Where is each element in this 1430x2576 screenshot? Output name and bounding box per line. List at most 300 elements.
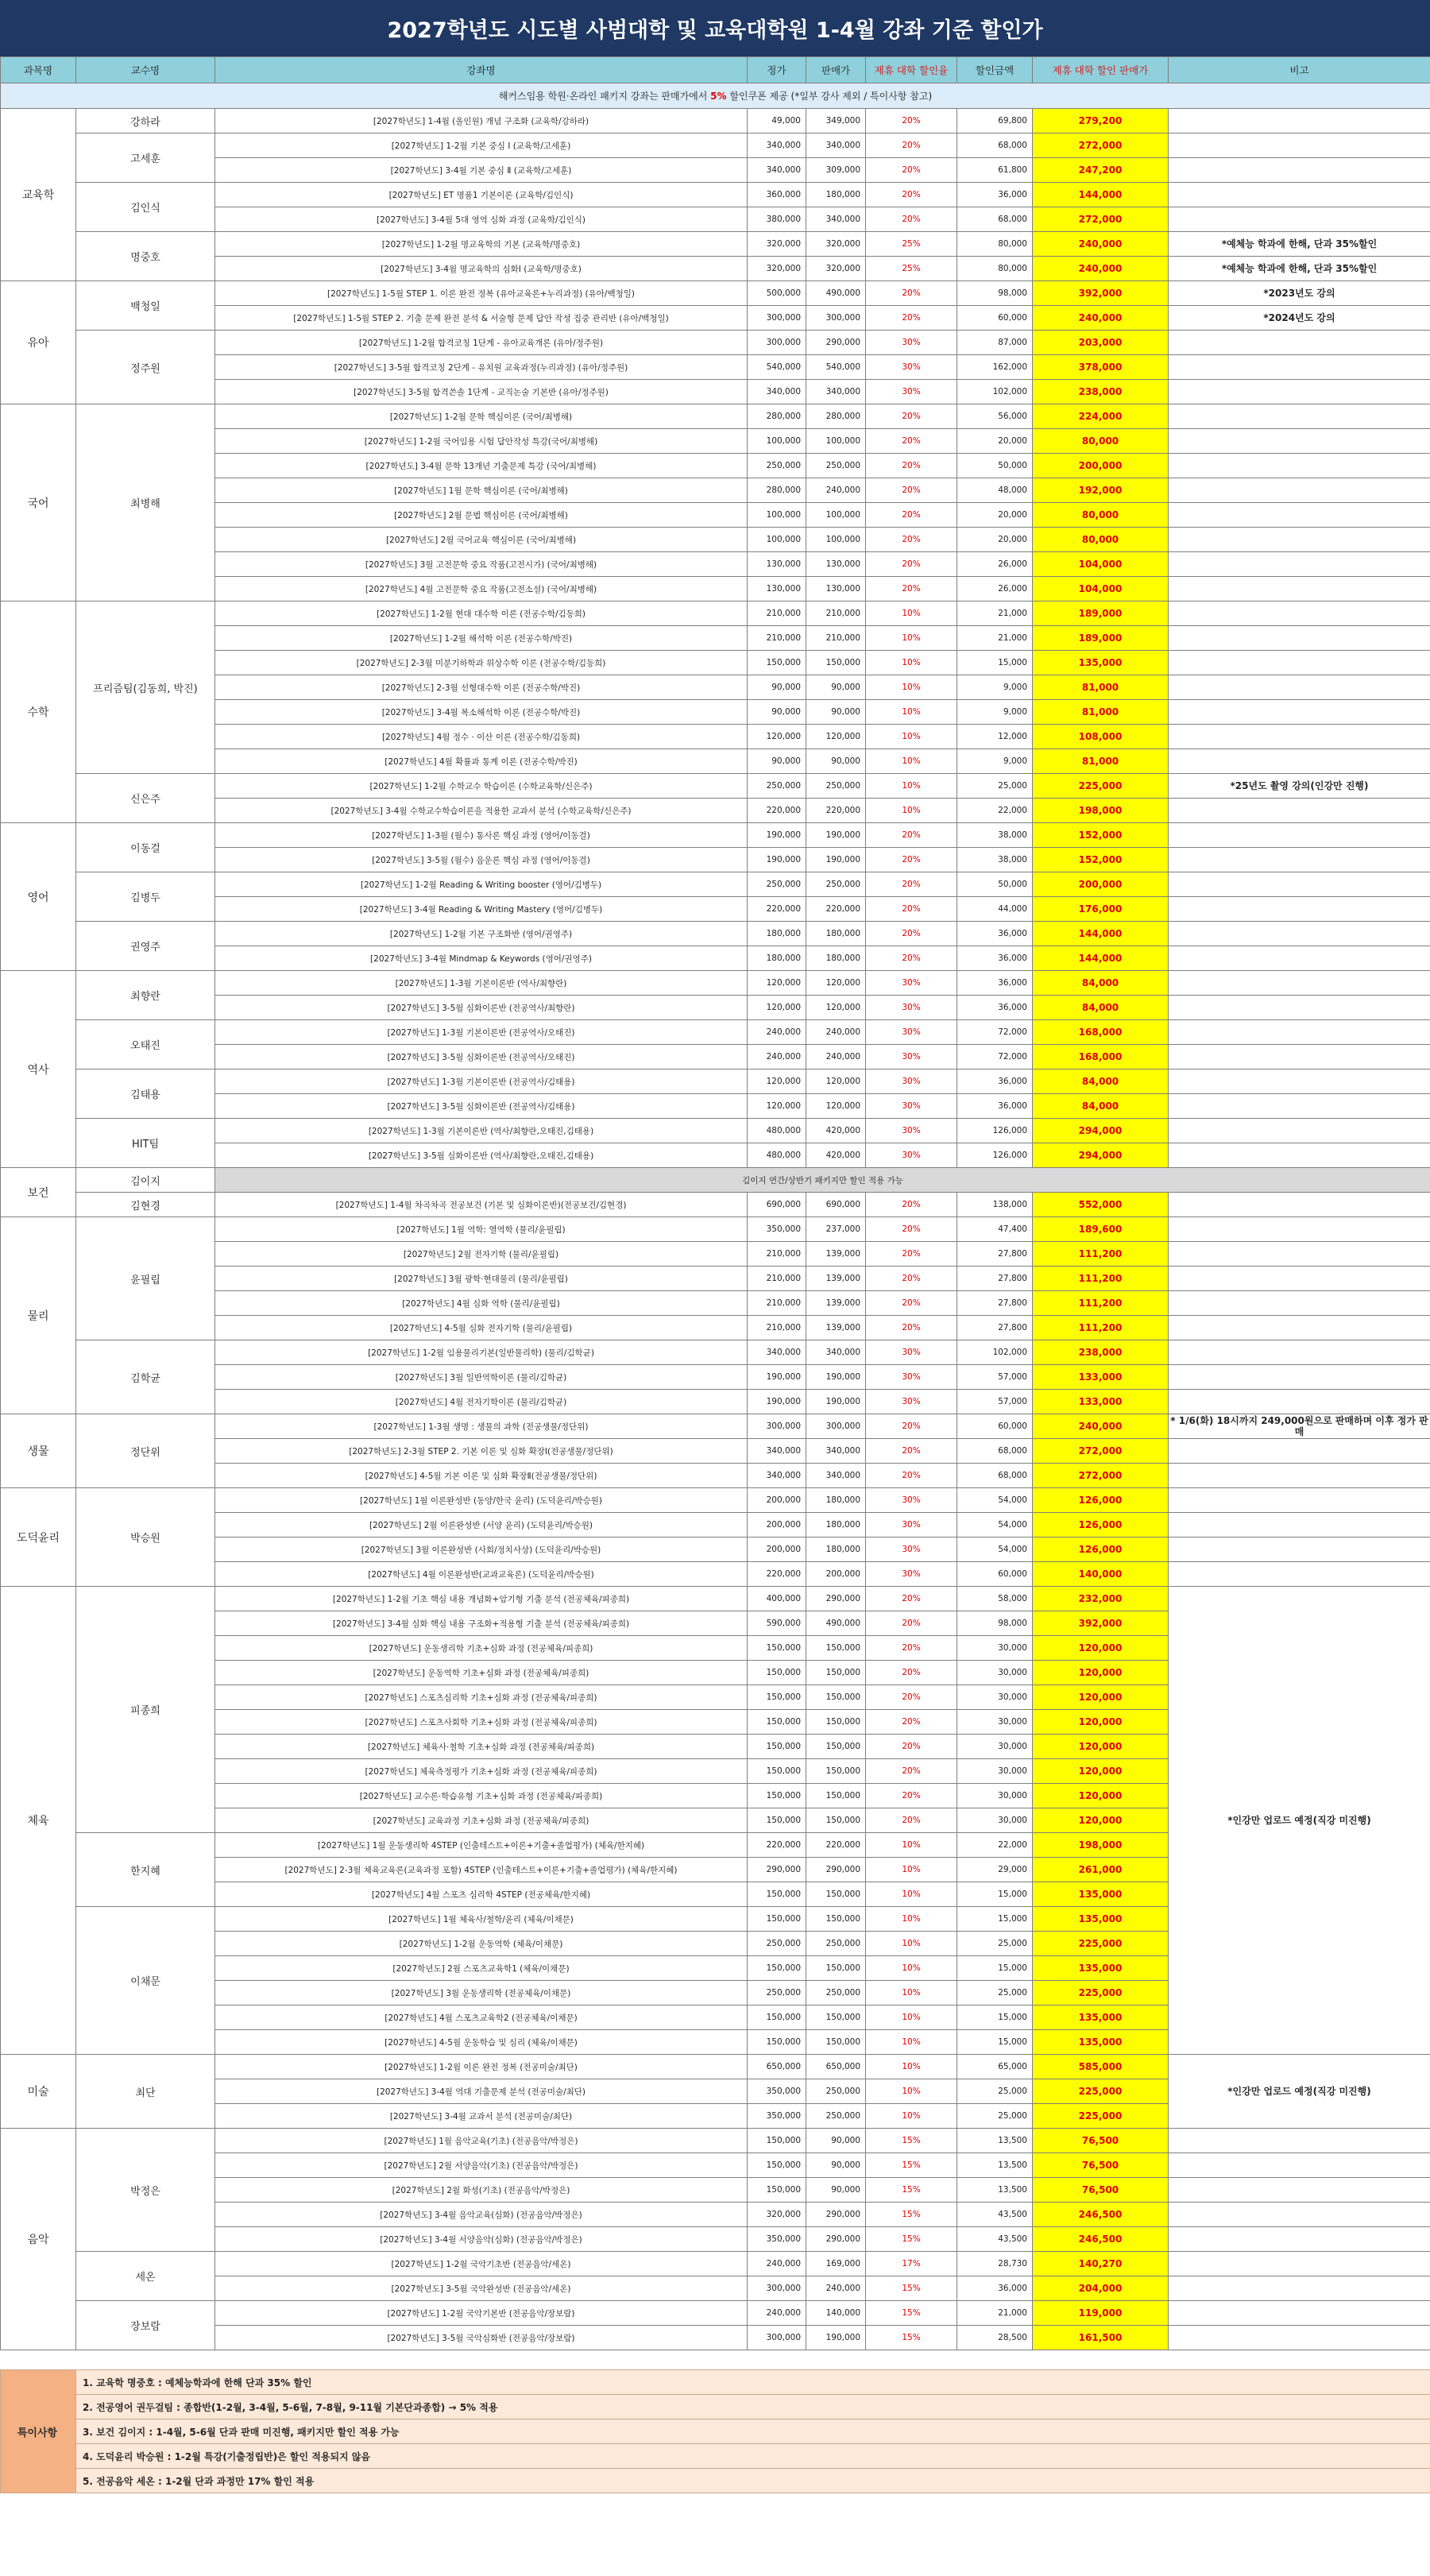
discount-rate: 15% bbox=[866, 2227, 957, 2252]
note-cell bbox=[1169, 1045, 1430, 1069]
table-row bbox=[1, 2276, 1430, 2301]
discount-amount: 15,000 bbox=[957, 2005, 1033, 2030]
sale-price: 250,000 bbox=[806, 2079, 866, 2104]
final-price: 84,000 bbox=[1033, 996, 1169, 1020]
discount-rate: 20% bbox=[866, 503, 957, 528]
course-name: [2027학년도] 3-4월 Mindmap & Keywords (영어/권영주) bbox=[215, 946, 748, 971]
note-cell: *2023년도 강의 bbox=[1169, 281, 1430, 306]
final-price: 200,000 bbox=[1033, 872, 1169, 897]
sale-price: 150,000 bbox=[806, 1735, 866, 1759]
final-price: 198,000 bbox=[1033, 1833, 1169, 1858]
discount-amount: 25,000 bbox=[957, 1981, 1033, 2005]
professor-cell: 이동걸 bbox=[76, 823, 215, 872]
course-name: [2027학년도] 체육측정평가 기초+심화 과정 (전공체육/피종희) bbox=[215, 1759, 748, 1784]
discount-amount: 54,000 bbox=[957, 1488, 1033, 1513]
discount-rate: 20% bbox=[866, 946, 957, 971]
note-cell bbox=[1169, 503, 1430, 528]
table-row bbox=[1, 725, 1430, 749]
list-price: 120,000 bbox=[748, 1069, 806, 1094]
table-row bbox=[1, 1020, 1430, 1045]
course-name: [2027학년도] 1-2월 명교육학의 기본 (교육학/명중호) bbox=[215, 232, 748, 257]
sale-price: 150,000 bbox=[806, 1808, 866, 1833]
course-name: [2027학년도] 3월 광학·현대물리 (물리/윤필립) bbox=[215, 1267, 748, 1291]
final-price: 111,200 bbox=[1033, 1267, 1169, 1291]
professor-cell: 프리즘팀(김동희, 박진) bbox=[76, 601, 215, 774]
note-cell bbox=[1169, 1390, 1430, 1414]
course-name: [2027학년도] 1-2월 기본 중심 Ⅰ (교육학/고세훈) bbox=[215, 133, 748, 158]
sale-price: 290,000 bbox=[806, 1587, 866, 1611]
note-cell bbox=[1169, 355, 1430, 380]
professor-cell: 윤필립 bbox=[76, 1217, 215, 1340]
course-name: [2027학년도] 3-4월 Reading & Writing Mastery (영어/김병두) bbox=[215, 897, 748, 922]
note-cell bbox=[1169, 700, 1430, 725]
course-name: [2027학년도] 1월 음악교육(기초) (전공음악/박정은) bbox=[215, 2129, 748, 2153]
note-cell bbox=[1169, 922, 1430, 946]
list-price: 100,000 bbox=[748, 528, 806, 552]
final-price: 272,000 bbox=[1033, 1439, 1169, 1464]
discount-amount: 60,000 bbox=[957, 1414, 1033, 1439]
final-price: 135,000 bbox=[1033, 1882, 1169, 1907]
table-body bbox=[1, 109, 1430, 2350]
note-cell bbox=[1169, 848, 1430, 872]
discount-rate: 10% bbox=[866, 749, 957, 774]
list-price: 220,000 bbox=[748, 1562, 806, 1587]
course-name: [2027학년도] 2-3월 미분기하학과 위상수학 이론 (전공수학/김동희) bbox=[215, 651, 748, 675]
list-price: 210,000 bbox=[748, 1267, 806, 1291]
discount-amount: 22,000 bbox=[957, 1833, 1033, 1858]
table-row bbox=[1, 872, 1430, 897]
course-name: [2027학년도] 3-4월 심화 핵심 내용 구조화+적용형 기출 분석 (전공체육/피종희) bbox=[215, 1611, 748, 1636]
discount-amount: 58,000 bbox=[957, 1587, 1033, 1611]
sale-price: 290,000 bbox=[806, 331, 866, 355]
list-price: 150,000 bbox=[748, 2178, 806, 2203]
discount-rate: 20% bbox=[866, 872, 957, 897]
course-name: [2027학년도] 1-4월 차곡차곡 전공보건 (기본 및 심화이론반)(전공보건/김현경) bbox=[215, 1193, 748, 1217]
list-price: 240,000 bbox=[748, 1045, 806, 1069]
sale-price: 290,000 bbox=[806, 2227, 866, 2252]
table-row bbox=[1, 651, 1430, 675]
course-name: [2027학년도] 3-5월 심화이론반 (전공역사/오태진) bbox=[215, 1045, 748, 1069]
sale-price: 300,000 bbox=[806, 1414, 866, 1439]
final-price: 246,500 bbox=[1033, 2203, 1169, 2227]
discount-amount: 30,000 bbox=[957, 1636, 1033, 1661]
discount-amount: 47,400 bbox=[957, 1217, 1033, 1242]
subject-cell: 도덕윤리 bbox=[1, 1488, 76, 1587]
course-name: [2027학년도] 2월 서양음악(기초) (전공음악/박정은) bbox=[215, 2153, 748, 2178]
discount-amount: 60,000 bbox=[957, 1562, 1033, 1587]
list-price: 100,000 bbox=[748, 429, 806, 454]
course-name: [2027학년도] 3-5월 국악완성반 (전공음악/세온) bbox=[215, 2276, 748, 2301]
note-cell: *인강만 업로드 예정(직강 미진행) bbox=[1169, 2055, 1430, 2129]
header-note: 비고 bbox=[1169, 57, 1430, 83]
list-price: 350,000 bbox=[748, 2079, 806, 2104]
course-name: [2027학년도] 스포츠사회학 기초+심화 과정 (전공체육/피종희) bbox=[215, 1710, 748, 1735]
course-name: [2027학년도] 교수론·학습유형 기초+심화 과정 (전공체육/피종희) bbox=[215, 1784, 748, 1808]
course-name: [2027학년도] 1-2월 국어임용 시험 답안작성 특강(국어/최병해) bbox=[215, 429, 748, 454]
note-cell bbox=[1169, 946, 1430, 971]
sale-price: 150,000 bbox=[806, 2005, 866, 2030]
sale-price: 240,000 bbox=[806, 2276, 866, 2301]
sale-price: 220,000 bbox=[806, 799, 866, 823]
sale-price: 180,000 bbox=[806, 1513, 866, 1537]
course-name: [2027학년도] 체육사·철학 기초+심화 과정 (전공체육/피종희) bbox=[215, 1735, 748, 1759]
note-cell bbox=[1169, 2178, 1430, 2203]
discount-amount: 36,000 bbox=[957, 183, 1033, 207]
professor-cell: 최병해 bbox=[76, 404, 215, 601]
final-price: 120,000 bbox=[1033, 1636, 1169, 1661]
discount-rate: 10% bbox=[866, 2005, 957, 2030]
course-name: [2027학년도] 2월 이론완성반 (서양 윤리) (도덕윤리/박승원) bbox=[215, 1513, 748, 1537]
table-row bbox=[1, 331, 1430, 355]
table-row bbox=[1, 2252, 1430, 2276]
course-name: [2027학년도] 3-5월 심화이론반 (전공역사/최향란) bbox=[215, 996, 748, 1020]
table-row bbox=[1, 1390, 1430, 1414]
banner-prefix: 해커스임용 학원·온라인 패키지 강좌는 판매가에서 bbox=[498, 91, 711, 102]
sale-price: 250,000 bbox=[806, 872, 866, 897]
final-price: 126,000 bbox=[1033, 1513, 1169, 1537]
discount-rate: 30% bbox=[866, 1020, 957, 1045]
discount-amount: 36,000 bbox=[957, 996, 1033, 1020]
table-row bbox=[1, 281, 1430, 306]
final-price: 126,000 bbox=[1033, 1488, 1169, 1513]
table-row bbox=[1, 1291, 1430, 1316]
note-cell bbox=[1169, 1439, 1430, 1464]
table-row bbox=[1, 1414, 1430, 1439]
note-cell bbox=[1169, 158, 1430, 183]
discount-amount: 69,800 bbox=[957, 109, 1033, 133]
final-price: 111,200 bbox=[1033, 1316, 1169, 1340]
final-price: 135,000 bbox=[1033, 2030, 1169, 2055]
discount-amount: 30,000 bbox=[957, 1735, 1033, 1759]
course-name: [2027학년도] ET 명품1 기본이론 (교육학/김인식) bbox=[215, 183, 748, 207]
course-name: [2027학년도] 3-4월 음악교육(심화) (전공음악/박정은) bbox=[215, 2203, 748, 2227]
discount-amount: 126,000 bbox=[957, 1119, 1033, 1143]
table-row bbox=[1, 1119, 1430, 1143]
discount-rate: 20% bbox=[866, 207, 957, 232]
sale-price: 120,000 bbox=[806, 725, 866, 749]
note-cell bbox=[1169, 651, 1430, 675]
discount-rate: 20% bbox=[866, 1464, 957, 1488]
sale-price: 150,000 bbox=[806, 1882, 866, 1907]
sale-price: 690,000 bbox=[806, 1193, 866, 1217]
list-price: 190,000 bbox=[748, 848, 806, 872]
professor-cell: 한지혜 bbox=[76, 1833, 215, 1907]
course-name: [2027학년도] 1월 체육사/철학/윤리 (체육/이채문) bbox=[215, 1907, 748, 1932]
course-name: [2027학년도] 운동역학 기초+심화 과정 (전공체육/피종희) bbox=[215, 1661, 748, 1685]
course-name: [2027학년도] 스포츠심리학 기초+심화 과정 (전공체육/피종희) bbox=[215, 1685, 748, 1710]
final-price: 161,500 bbox=[1033, 2326, 1169, 2350]
final-price: 272,000 bbox=[1033, 207, 1169, 232]
discount-rate: 20% bbox=[866, 823, 957, 848]
sale-price: 120,000 bbox=[806, 996, 866, 1020]
discount-amount: 54,000 bbox=[957, 1513, 1033, 1537]
note-cell bbox=[1169, 971, 1430, 996]
professor-cell: 김이지 bbox=[76, 1168, 215, 1193]
discount-amount: 162,000 bbox=[957, 355, 1033, 380]
table-row bbox=[1, 207, 1430, 232]
note-cell bbox=[1169, 528, 1430, 552]
discount-amount: 98,000 bbox=[957, 281, 1033, 306]
note-cell bbox=[1169, 601, 1430, 626]
sale-price: 210,000 bbox=[806, 626, 866, 651]
discount-amount: 27,800 bbox=[957, 1291, 1033, 1316]
final-price: 189,000 bbox=[1033, 601, 1169, 626]
discount-rate: 20% bbox=[866, 1316, 957, 1340]
final-price: 240,000 bbox=[1033, 232, 1169, 257]
discount-rate: 10% bbox=[866, 1932, 957, 1956]
final-price: 247,200 bbox=[1033, 158, 1169, 183]
discount-amount: 15,000 bbox=[957, 1956, 1033, 1981]
sale-price: 190,000 bbox=[806, 848, 866, 872]
note-cell: *25년도 촬영 강의(인강만 진행) bbox=[1169, 774, 1430, 799]
note-cell bbox=[1169, 2203, 1430, 2227]
list-price: 150,000 bbox=[748, 1808, 806, 1833]
subject-cell: 유아 bbox=[1, 281, 76, 404]
list-price: 300,000 bbox=[748, 2326, 806, 2350]
discount-amount: 29,000 bbox=[957, 1858, 1033, 1882]
sale-price: 250,000 bbox=[806, 454, 866, 478]
header-professor: 교수명 bbox=[76, 57, 215, 83]
table-row bbox=[1, 1464, 1430, 1488]
note-cell bbox=[1169, 872, 1430, 897]
table-row bbox=[1, 1365, 1430, 1390]
discount-rate: 20% bbox=[866, 281, 957, 306]
sale-price: 150,000 bbox=[806, 651, 866, 675]
course-name: [2027학년도] 3-5월 (월수) 음운론 핵심 과정 (영어/이동걸) bbox=[215, 848, 748, 872]
final-price: 144,000 bbox=[1033, 946, 1169, 971]
final-price: 189,600 bbox=[1033, 1217, 1169, 1242]
list-price: 650,000 bbox=[748, 2055, 806, 2079]
table-row bbox=[1, 1439, 1430, 1464]
final-price: 144,000 bbox=[1033, 922, 1169, 946]
course-name: [2027학년도] 1-4월 (올인원) 개념 구조화 (교육학/강하라) bbox=[215, 109, 748, 133]
professor-cell: 김병두 bbox=[76, 872, 215, 922]
note-item: 4. 도덕윤리 박승원 : 1-2월 특강(기출정립반)은 할인 적용되지 않음 bbox=[76, 2444, 1430, 2469]
subject-cell: 영어 bbox=[1, 823, 76, 971]
final-price: 240,000 bbox=[1033, 257, 1169, 281]
course-name: [2027학년도] 4월 스포츠교육학2 (전공체육/이채문) bbox=[215, 2005, 748, 2030]
sale-price: 340,000 bbox=[806, 1340, 866, 1365]
header-list-price: 정가 bbox=[748, 57, 806, 83]
header-discount-rate: 제휴 대학 할인율 bbox=[866, 57, 957, 83]
table-row bbox=[1, 2178, 1430, 2203]
discount-rate: 30% bbox=[866, 996, 957, 1020]
list-price: 150,000 bbox=[748, 1685, 806, 1710]
table-row bbox=[1, 1242, 1430, 1267]
note-cell bbox=[1169, 2153, 1430, 2178]
list-price: 350,000 bbox=[748, 2104, 806, 2129]
course-name: [2027학년도] 4-5월 운동학습 및 심리 (체육/이채문) bbox=[215, 2030, 748, 2055]
graybar-row bbox=[1, 1168, 1430, 1193]
course-name: [2027학년도] 1-3월 (월수) 통사론 핵심 과정 (영어/이동걸) bbox=[215, 823, 748, 848]
professor-cell: 오태진 bbox=[76, 1020, 215, 1069]
course-name: [2027학년도] 2월 국어교육 핵심이론 (국어/최병해) bbox=[215, 528, 748, 552]
note-cell bbox=[1169, 749, 1430, 774]
discount-amount: 98,000 bbox=[957, 1611, 1033, 1636]
discount-rate: 10% bbox=[866, 2079, 957, 2104]
note-cell bbox=[1169, 1193, 1430, 1217]
professor-cell: 이채문 bbox=[76, 1907, 215, 2055]
list-price: 590,000 bbox=[748, 1611, 806, 1636]
list-price: 300,000 bbox=[748, 331, 806, 355]
note-cell bbox=[1169, 454, 1430, 478]
note-cell bbox=[1169, 725, 1430, 749]
discount-rate: 20% bbox=[866, 897, 957, 922]
subject-cell: 교육학 bbox=[1, 109, 76, 281]
table-row bbox=[1, 133, 1430, 158]
discount-amount: 9,000 bbox=[957, 675, 1033, 700]
course-name: [2027학년도] 1-2월 문학 핵심이론 (국어/최병해) bbox=[215, 404, 748, 429]
sale-price: 200,000 bbox=[806, 1562, 866, 1587]
subject-cell: 국어 bbox=[1, 404, 76, 601]
note-cell bbox=[1169, 2326, 1430, 2350]
final-price: 224,000 bbox=[1033, 404, 1169, 429]
list-price: 360,000 bbox=[748, 183, 806, 207]
sale-price: 490,000 bbox=[806, 1611, 866, 1636]
discount-amount: 36,000 bbox=[957, 1069, 1033, 1094]
course-name: [2027학년도] 1월 이론완성반 (동양/한국 윤리) (도덕윤리/박승원) bbox=[215, 1488, 748, 1513]
discount-rate: 10% bbox=[866, 626, 957, 651]
final-price: 84,000 bbox=[1033, 971, 1169, 996]
note-cell bbox=[1169, 133, 1430, 158]
header-discount-amount: 할인금액 bbox=[957, 57, 1033, 83]
table-row bbox=[1, 1587, 1430, 1611]
discount-amount: 28,730 bbox=[957, 2252, 1033, 2276]
course-name: [2027학년도] 3-4월 서양음악(심화) (전공음악/박정은) bbox=[215, 2227, 748, 2252]
list-price: 290,000 bbox=[748, 1858, 806, 1882]
final-price: 81,000 bbox=[1033, 700, 1169, 725]
discount-amount: 12,000 bbox=[957, 725, 1033, 749]
sale-price: 90,000 bbox=[806, 675, 866, 700]
list-price: 250,000 bbox=[748, 774, 806, 799]
course-name: [2027학년도] 1-2월 기본 구조화반 (영어/권영주) bbox=[215, 922, 748, 946]
final-price: 104,000 bbox=[1033, 577, 1169, 601]
discount-amount: 50,000 bbox=[957, 454, 1033, 478]
list-price: 400,000 bbox=[748, 1587, 806, 1611]
note-cell bbox=[1169, 626, 1430, 651]
list-price: 320,000 bbox=[748, 257, 806, 281]
discount-amount: 9,000 bbox=[957, 749, 1033, 774]
discount-rate: 20% bbox=[866, 848, 957, 872]
list-price: 150,000 bbox=[748, 1907, 806, 1932]
table-row bbox=[1, 1340, 1430, 1365]
final-price: 225,000 bbox=[1033, 1932, 1169, 1956]
discount-rate: 20% bbox=[866, 478, 957, 503]
final-price: 204,000 bbox=[1033, 2276, 1169, 2301]
list-price: 150,000 bbox=[748, 1784, 806, 1808]
discount-amount: 27,800 bbox=[957, 1316, 1033, 1340]
list-price: 380,000 bbox=[748, 207, 806, 232]
course-name: [2027학년도] 1월 역학: 열역학 (물리/윤필립) bbox=[215, 1217, 748, 1242]
course-name: [2027학년도] 3-4월 역대 기출문제 분석 (전공미술/최단) bbox=[215, 2079, 748, 2104]
list-price: 120,000 bbox=[748, 725, 806, 749]
discount-rate: 25% bbox=[866, 232, 957, 257]
sale-price: 250,000 bbox=[806, 1981, 866, 2005]
final-price: 84,000 bbox=[1033, 1069, 1169, 1094]
note-cell: *2024년도 강의 bbox=[1169, 306, 1430, 331]
table-row bbox=[1, 404, 1430, 429]
subject-cell: 물리 bbox=[1, 1217, 76, 1414]
note-cell bbox=[1169, 996, 1430, 1020]
professor-cell: 장보람 bbox=[76, 2301, 215, 2350]
list-price: 150,000 bbox=[748, 2005, 806, 2030]
list-price: 150,000 bbox=[748, 2153, 806, 2178]
sale-price: 140,000 bbox=[806, 2301, 866, 2326]
discount-rate: 20% bbox=[866, 1636, 957, 1661]
discount-amount: 30,000 bbox=[957, 1759, 1033, 1784]
table-row bbox=[1, 799, 1430, 823]
note-cell bbox=[1169, 1291, 1430, 1316]
professor-cell: 김태용 bbox=[76, 1069, 215, 1119]
table-row bbox=[1, 823, 1430, 848]
final-price: 80,000 bbox=[1033, 429, 1169, 454]
coupon-banner-text bbox=[1, 83, 1430, 109]
sale-price: 250,000 bbox=[806, 2104, 866, 2129]
table-row bbox=[1, 2203, 1430, 2227]
discount-amount: 102,000 bbox=[957, 1340, 1033, 1365]
table-row bbox=[1, 1069, 1430, 1094]
final-price: 119,000 bbox=[1033, 2301, 1169, 2326]
final-price: 135,000 bbox=[1033, 1907, 1169, 1932]
sale-price: 130,000 bbox=[806, 577, 866, 601]
sale-price: 320,000 bbox=[806, 257, 866, 281]
table-row bbox=[1, 528, 1430, 552]
table-row bbox=[1, 257, 1430, 281]
note-cell bbox=[1169, 1242, 1430, 1267]
discount-amount: 21,000 bbox=[957, 626, 1033, 651]
course-name: [2027학년도] 3-4월 명교육학의 심화Ⅰ (교육학/명중호) bbox=[215, 257, 748, 281]
course-name: [2027학년도] 3-4월 문학 13개년 기출문제 특강 (국어/최병해) bbox=[215, 454, 748, 478]
discount-amount: 72,000 bbox=[957, 1020, 1033, 1045]
header-row bbox=[1, 57, 1430, 83]
course-name: [2027학년도] 2-3월 선형대수학 이론 (전공수학/박진) bbox=[215, 675, 748, 700]
list-price: 250,000 bbox=[748, 1981, 806, 2005]
sale-price: 139,000 bbox=[806, 1316, 866, 1340]
list-price: 220,000 bbox=[748, 1833, 806, 1858]
discount-rate: 20% bbox=[866, 306, 957, 331]
sale-price: 100,000 bbox=[806, 429, 866, 454]
discount-rate: 20% bbox=[866, 528, 957, 552]
discount-rate: 30% bbox=[866, 1390, 957, 1414]
list-price: 180,000 bbox=[748, 946, 806, 971]
sale-price: 420,000 bbox=[806, 1119, 866, 1143]
table-row bbox=[1, 1045, 1430, 1069]
course-name: [2027학년도] 2-3월 체육교육론(교육과정 포함) 4STEP (인출테스트+이론+기출+졸업평가) (체육/한지혜) bbox=[215, 1858, 748, 1882]
discount-amount: 68,000 bbox=[957, 1464, 1033, 1488]
final-price: 198,000 bbox=[1033, 799, 1169, 823]
final-price: 120,000 bbox=[1033, 1759, 1169, 1784]
course-name: [2027학년도] 1-5월 STEP 1. 이론 완전 정복 (유아교육론+누리과정) (유아/백청일) bbox=[215, 281, 748, 306]
discount-rate: 30% bbox=[866, 971, 957, 996]
professor-cell: 최향란 bbox=[76, 971, 215, 1020]
sale-price: 320,000 bbox=[806, 232, 866, 257]
discount-rate: 20% bbox=[866, 404, 957, 429]
discount-rate: 10% bbox=[866, 2030, 957, 2055]
professor-cell: 고세훈 bbox=[76, 133, 215, 183]
list-price: 200,000 bbox=[748, 1513, 806, 1537]
sale-price: 250,000 bbox=[806, 774, 866, 799]
list-price: 340,000 bbox=[748, 133, 806, 158]
final-price: 76,500 bbox=[1033, 2178, 1169, 2203]
discount-amount: 28,500 bbox=[957, 2326, 1033, 2350]
list-price: 480,000 bbox=[748, 1143, 806, 1168]
note-cell bbox=[1169, 1069, 1430, 1094]
sale-price: 150,000 bbox=[806, 1710, 866, 1735]
final-price: 232,000 bbox=[1033, 1587, 1169, 1611]
discount-rate: 30% bbox=[866, 1069, 957, 1094]
list-price: 200,000 bbox=[748, 1488, 806, 1513]
final-price: 189,000 bbox=[1033, 626, 1169, 651]
